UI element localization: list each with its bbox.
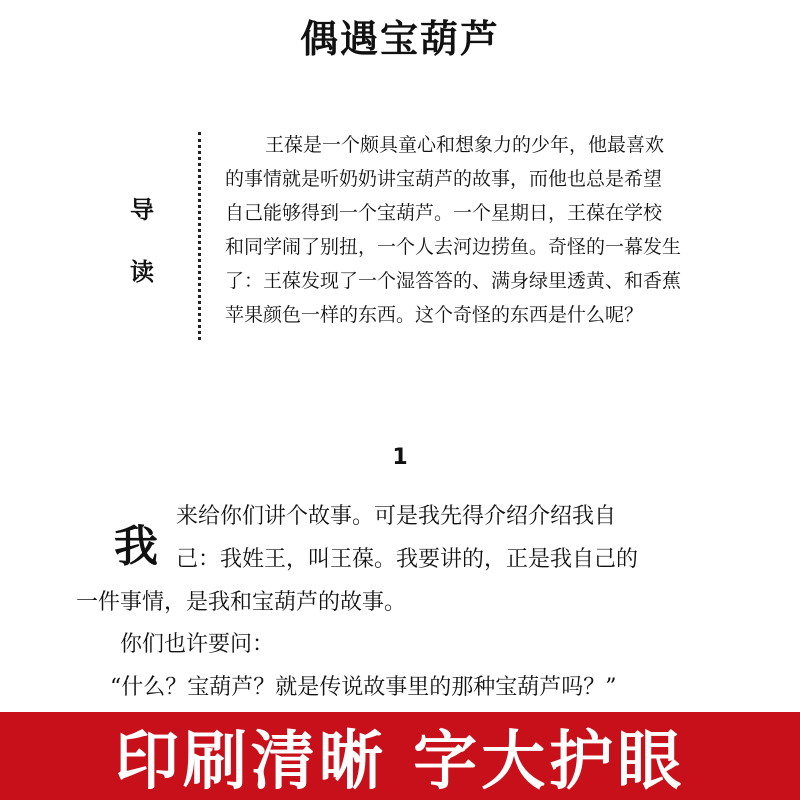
body-line: 一件事情，是我和宝葫芦的故事。: [76, 590, 407, 615]
dotted-divider: [198, 132, 201, 340]
intro-line: 了：王葆发现了一个湿答答的、满身绿里透黄、和香蕉: [225, 270, 682, 292]
chapter-number: 1: [392, 445, 408, 470]
intro-line: 自己能够得到一个宝葫芦。一个星期日，王葆在学校: [225, 202, 663, 224]
intro-line: 王葆是一个颇具童心和想象力的少年，他最喜欢: [265, 134, 665, 156]
drop-cap: 我: [114, 521, 158, 572]
intro-line: 和同学闹了别扭，一个人去河边捞鱼。奇怪的一幕发生: [225, 236, 682, 258]
body-line: 己：我姓王，叫王葆。我要讲的，正是我自己的: [176, 547, 639, 572]
banner-text: 印刷清晰 字大护眼: [114, 725, 686, 799]
body-line: 来给你们讲个故事。可是我先得介绍介绍我自: [176, 504, 617, 529]
body-line: 你们也许要问：: [120, 632, 275, 657]
page-title: 偶遇宝葫芦: [299, 16, 500, 61]
intro-line: 苹果颜色一样的东西。这个奇怪的东西是什么呢？: [225, 304, 644, 326]
intro-label-du: 读: [130, 258, 154, 286]
intro-label-dao: 导: [130, 196, 154, 224]
promo-banner: [0, 712, 800, 800]
intro-paragraph: [225, 128, 695, 332]
intro-line: 的事情就是听奶奶讲宝葫芦的故事，而他也总是希望: [225, 168, 663, 190]
body-line: “什么？宝葫芦？就是传说故事里的那种宝葫芦吗？”: [110, 675, 617, 700]
